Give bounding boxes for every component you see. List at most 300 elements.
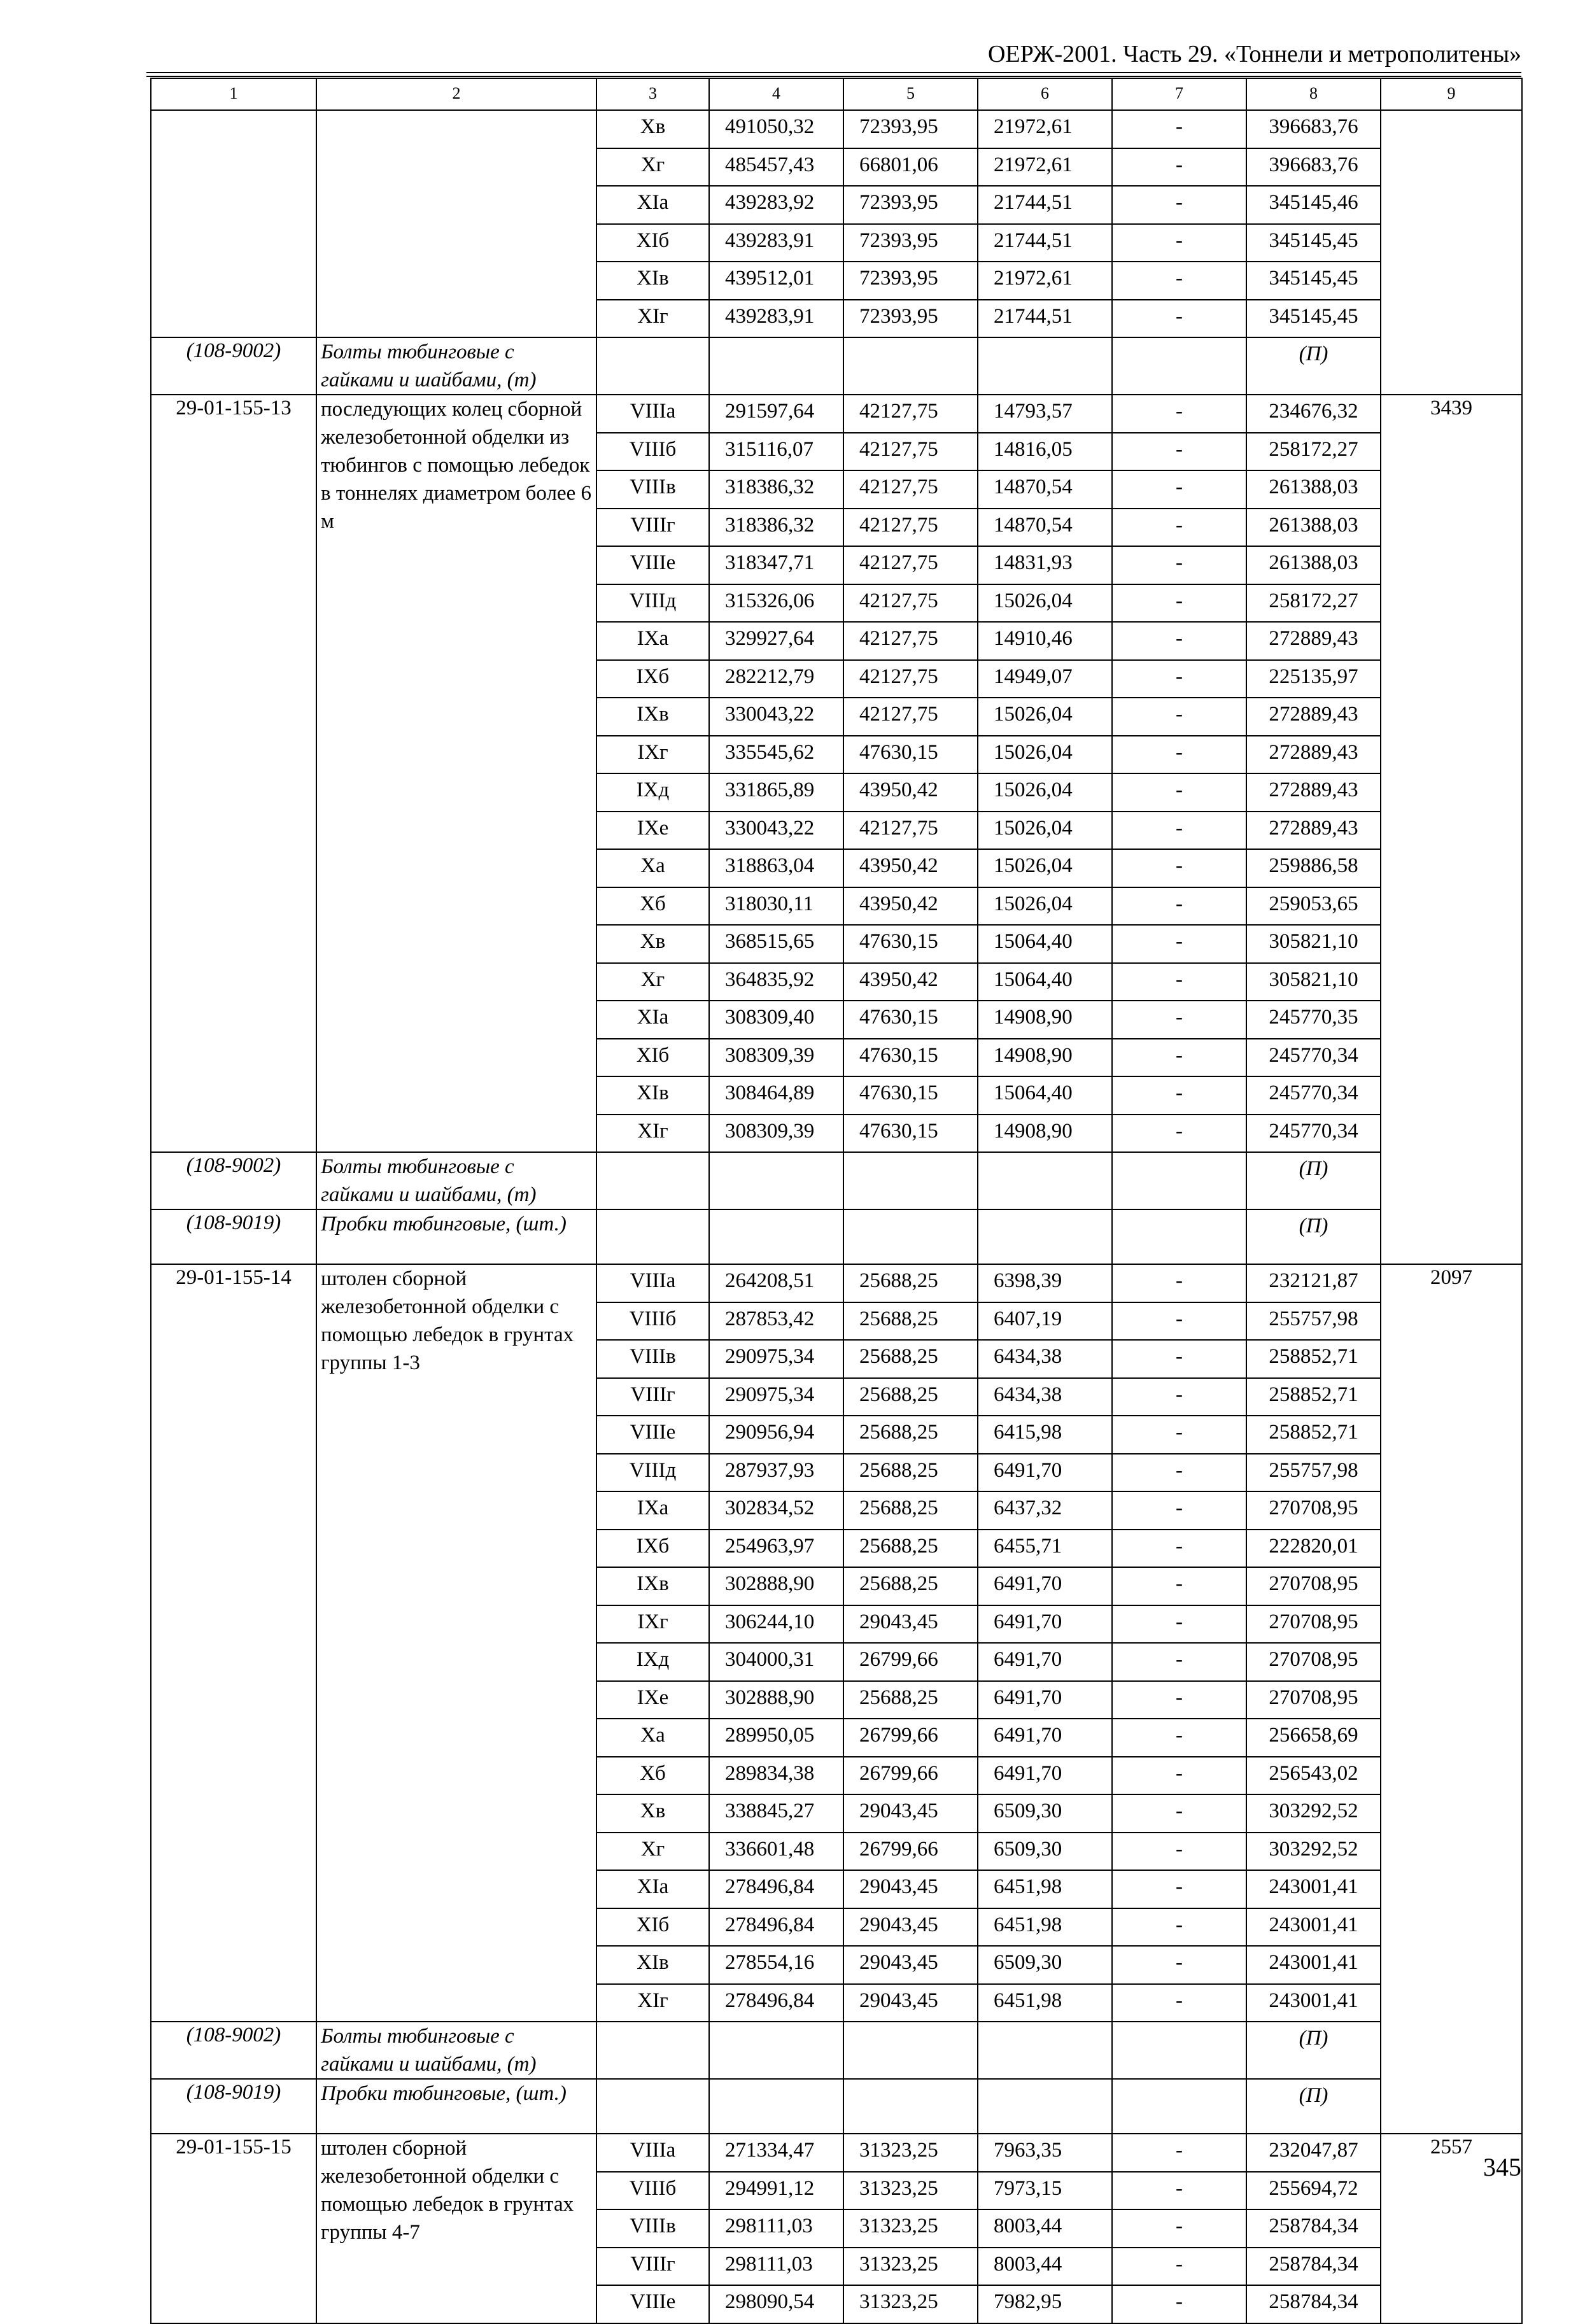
empty-cell <box>978 1152 1112 1209</box>
materials-cost: - <box>1112 1870 1246 1908</box>
labor-cost: 25688,25 <box>843 1416 978 1454</box>
soil-category: VIIIа <box>596 395 709 433</box>
soil-category: VIIIб <box>596 433 709 471</box>
table-row <box>151 2134 1522 2172</box>
labor-cost: 25688,25 <box>843 1302 978 1341</box>
direct-cost: 254963,97 <box>709 1530 843 1568</box>
soil-category: XIв <box>596 1076 709 1115</box>
material-value: (П) <box>1246 2022 1381 2079</box>
item-description: штолен сборной железобетонной обделки с помощью лебедок в грунтах группы 1-3 <box>316 1264 596 2022</box>
total-cost: 270708,95 <box>1246 1491 1381 1530</box>
machine-cost: 6434,38 <box>978 1340 1112 1378</box>
total-cost: 270708,95 <box>1246 1681 1381 1719</box>
empty-cell <box>843 1152 978 1209</box>
materials-cost: - <box>1112 622 1246 660</box>
direct-cost: 439283,92 <box>709 186 843 224</box>
materials-cost: - <box>1112 2209 1246 2248</box>
labor-cost: 43950,42 <box>843 887 978 926</box>
item-description: последующих колец сборной железобетонной обделки из тюбингов с помощью лебедок в тоннелях диаметром более 6 м <box>316 395 596 1152</box>
materials-cost: - <box>1112 2172 1246 2210</box>
machine-cost: 6434,38 <box>978 1378 1112 1416</box>
machine-cost: 6451,98 <box>978 1870 1112 1908</box>
direct-cost: 318863,04 <box>709 849 843 887</box>
total-cost: 232121,87 <box>1246 1264 1381 1302</box>
material-code: (108-9002) <box>151 337 316 395</box>
labor-cost: 47630,15 <box>843 736 978 774</box>
materials-cost: - <box>1112 1946 1246 1984</box>
empty-cell <box>596 337 709 395</box>
machine-cost: 6415,98 <box>978 1416 1112 1454</box>
labor-cost: 47630,15 <box>843 1001 978 1039</box>
labor-cost: 25688,25 <box>843 1340 978 1378</box>
column-header: 4 <box>709 78 843 110</box>
soil-category: Xа <box>596 849 709 887</box>
labor-cost: 31323,25 <box>843 2209 978 2248</box>
empty-cell <box>596 2079 709 2134</box>
machine-cost: 14816,05 <box>978 433 1112 471</box>
total-cost: 396683,76 <box>1246 110 1381 148</box>
labor-cost: 29043,45 <box>843 1605 978 1644</box>
direct-cost: 278496,84 <box>709 1870 843 1908</box>
material-value: (П) <box>1246 1209 1381 1264</box>
total-cost: 272889,43 <box>1246 736 1381 774</box>
table-row <box>151 110 1522 148</box>
labor-cost: 29043,45 <box>843 1946 978 1984</box>
labor-cost: 25688,25 <box>843 1681 978 1719</box>
materials-cost: - <box>1112 698 1246 736</box>
machine-cost: 6451,98 <box>978 1908 1112 1947</box>
materials-cost: - <box>1112 1302 1246 1341</box>
direct-cost: 330043,22 <box>709 812 843 850</box>
materials-cost: - <box>1112 224 1246 262</box>
materials-cost: - <box>1112 1605 1246 1644</box>
materials-cost: - <box>1112 1491 1246 1530</box>
machine-cost: 7973,15 <box>978 2172 1112 2210</box>
soil-category: VIIIв <box>596 1340 709 1378</box>
machine-cost: 6398,39 <box>978 1264 1112 1302</box>
machine-cost: 14908,90 <box>978 1115 1112 1153</box>
direct-cost: 289950,05 <box>709 1719 843 1757</box>
total-cost: 261388,03 <box>1246 509 1381 547</box>
materials-cost: - <box>1112 773 1246 812</box>
direct-cost: 308309,39 <box>709 1039 843 1077</box>
direct-cost: 439283,91 <box>709 300 843 338</box>
machine-cost: 6491,70 <box>978 1719 1112 1757</box>
soil-category: VIIIд <box>596 584 709 623</box>
soil-category: XIб <box>596 1908 709 1947</box>
soil-category: XIв <box>596 262 709 300</box>
direct-cost: 298111,03 <box>709 2209 843 2248</box>
soil-category: VIIIв <box>596 2209 709 2248</box>
labor-cost: 25688,25 <box>843 1264 978 1302</box>
machine-cost: 15064,40 <box>978 1076 1112 1115</box>
labor-hours: 2557 <box>1381 2134 1522 2323</box>
column-header: 3 <box>596 78 709 110</box>
materials-cost: - <box>1112 110 1246 148</box>
direct-cost: 302834,52 <box>709 1491 843 1530</box>
materials-cost: - <box>1112 300 1246 338</box>
soil-category: VIIIе <box>596 546 709 584</box>
material-name: Пробки тюбинговые, (шт.) <box>316 1209 596 1264</box>
table-row <box>151 395 1522 433</box>
soil-category: Xг <box>596 963 709 1001</box>
material-name: Болты тюбинговые с гайками и шайбами, (т) <box>316 2022 596 2079</box>
materials-cost: - <box>1112 849 1246 887</box>
soil-category: XIа <box>596 186 709 224</box>
machine-cost: 14949,07 <box>978 660 1112 698</box>
machine-cost: 15026,04 <box>978 849 1112 887</box>
labor-hours: 3439 <box>1381 395 1522 1264</box>
soil-category: Xб <box>596 887 709 926</box>
labor-cost: 29043,45 <box>843 1984 978 2022</box>
materials-cost: - <box>1112 963 1246 1001</box>
header-rule <box>146 72 1521 73</box>
labor-cost: 47630,15 <box>843 925 978 963</box>
labor-cost: 31323,25 <box>843 2134 978 2172</box>
empty-cell <box>1112 1152 1246 1209</box>
empty-cell <box>843 1209 978 1264</box>
material-row <box>151 1209 1522 1264</box>
soil-category: IXе <box>596 1681 709 1719</box>
labor-cost: 42127,75 <box>843 812 978 850</box>
machine-cost: 14908,90 <box>978 1039 1112 1077</box>
total-cost: 345145,46 <box>1246 186 1381 224</box>
labor-hours: 2097 <box>1381 1264 1522 2134</box>
empty-cell <box>1112 2079 1246 2134</box>
empty-cell <box>596 1152 709 1209</box>
machine-cost: 21744,51 <box>978 186 1112 224</box>
materials-cost: - <box>1112 1530 1246 1568</box>
machine-cost: 15026,04 <box>978 698 1112 736</box>
empty-cell <box>709 2022 843 2079</box>
machine-cost: 14910,46 <box>978 622 1112 660</box>
empty-cell <box>978 2022 1112 2079</box>
materials-cost: - <box>1112 1264 1246 1302</box>
labor-cost: 72393,95 <box>843 300 978 338</box>
direct-cost: 331865,89 <box>709 773 843 812</box>
total-cost: 245770,34 <box>1246 1115 1381 1153</box>
direct-cost: 304000,31 <box>709 1643 843 1681</box>
materials-cost: - <box>1112 660 1246 698</box>
direct-cost: 291597,64 <box>709 395 843 433</box>
soil-category: IXд <box>596 773 709 812</box>
column-header: 7 <box>1112 78 1246 110</box>
rates-table <box>150 78 1523 2324</box>
materials-cost: - <box>1112 736 1246 774</box>
empty-cell <box>709 2079 843 2134</box>
material-row <box>151 1152 1522 1209</box>
total-cost: 345145,45 <box>1246 262 1381 300</box>
soil-category: Xв <box>596 110 709 148</box>
labor-hours <box>1381 110 1522 395</box>
soil-category: XIв <box>596 1946 709 1984</box>
total-cost: 270708,95 <box>1246 1567 1381 1605</box>
empty-cell <box>1112 2022 1246 2079</box>
item-description: штолен сборной железобетонной обделки с помощью лебедок в грунтах группы 4-7 <box>316 2134 596 2323</box>
material-name: Болты тюбинговые с гайками и шайбами, (т) <box>316 1152 596 1209</box>
direct-cost: 308309,40 <box>709 1001 843 1039</box>
labor-cost: 31323,25 <box>843 2172 978 2210</box>
material-name: Болты тюбинговые с гайками и шайбами, (т) <box>316 337 596 395</box>
direct-cost: 491050,32 <box>709 110 843 148</box>
materials-cost: - <box>1112 1567 1246 1605</box>
soil-category: Xб <box>596 1757 709 1795</box>
labor-cost: 47630,15 <box>843 1115 978 1153</box>
total-cost: 258784,34 <box>1246 2285 1381 2323</box>
materials-cost: - <box>1112 2134 1246 2172</box>
materials-cost: - <box>1112 186 1246 224</box>
direct-cost: 335545,62 <box>709 736 843 774</box>
machine-cost: 21744,51 <box>978 300 1112 338</box>
material-code: (108-9019) <box>151 1209 316 1264</box>
total-cost: 259053,65 <box>1246 887 1381 926</box>
direct-cost: 330043,22 <box>709 698 843 736</box>
materials-cost: - <box>1112 1643 1246 1681</box>
machine-cost: 7963,35 <box>978 2134 1112 2172</box>
materials-cost: - <box>1112 395 1246 433</box>
materials-cost: - <box>1112 1757 1246 1795</box>
soil-category: IXе <box>596 812 709 850</box>
direct-cost: 439512,01 <box>709 262 843 300</box>
direct-cost: 318030,11 <box>709 887 843 926</box>
total-cost: 256543,02 <box>1246 1757 1381 1795</box>
total-cost: 243001,41 <box>1246 1946 1381 1984</box>
machine-cost: 6509,30 <box>978 1794 1112 1833</box>
empty-cell <box>843 2079 978 2134</box>
materials-cost: - <box>1112 1115 1246 1153</box>
empty-cell <box>1112 337 1246 395</box>
machine-cost: 15026,04 <box>978 584 1112 623</box>
soil-category: VIIIб <box>596 1302 709 1341</box>
material-row <box>151 2022 1522 2079</box>
empty-cell <box>978 1209 1112 1264</box>
direct-cost: 271334,47 <box>709 2134 843 2172</box>
labor-cost: 43950,42 <box>843 963 978 1001</box>
total-cost: 256658,69 <box>1246 1719 1381 1757</box>
machine-cost: 8003,44 <box>978 2209 1112 2248</box>
item-code: 29-01-155-13 <box>151 395 316 1152</box>
empty-cell <box>843 337 978 395</box>
total-cost: 255694,72 <box>1246 2172 1381 2210</box>
total-cost: 258172,27 <box>1246 433 1381 471</box>
total-cost: 258172,27 <box>1246 584 1381 623</box>
soil-category: Xа <box>596 1719 709 1757</box>
page-header: ОЕРЖ-2001. Часть 29. «Тоннели и метрополитены» <box>987 41 1521 67</box>
empty-cell <box>709 1209 843 1264</box>
direct-cost: 287937,93 <box>709 1454 843 1492</box>
soil-category: IXв <box>596 1567 709 1605</box>
column-header: 9 <box>1381 78 1522 110</box>
soil-category: VIIIа <box>596 1264 709 1302</box>
direct-cost: 290956,94 <box>709 1416 843 1454</box>
total-cost: 396683,76 <box>1246 148 1381 187</box>
total-cost: 270708,95 <box>1246 1605 1381 1644</box>
total-cost: 245770,35 <box>1246 1001 1381 1039</box>
materials-cost: - <box>1112 2248 1246 2286</box>
soil-category: VIIIб <box>596 2172 709 2210</box>
direct-cost: 439283,91 <box>709 224 843 262</box>
material-code: (108-9002) <box>151 2022 316 2079</box>
total-cost: 272889,43 <box>1246 622 1381 660</box>
empty-cell <box>709 1152 843 1209</box>
direct-cost: 289834,38 <box>709 1757 843 1795</box>
materials-cost: - <box>1112 1454 1246 1492</box>
machine-cost: 6491,70 <box>978 1643 1112 1681</box>
item-code <box>151 110 316 337</box>
soil-category: XIа <box>596 1870 709 1908</box>
total-cost: 345145,45 <box>1246 300 1381 338</box>
direct-cost: 368515,65 <box>709 925 843 963</box>
machine-cost: 6491,70 <box>978 1605 1112 1644</box>
total-cost: 305821,10 <box>1246 963 1381 1001</box>
labor-cost: 42127,75 <box>843 470 978 509</box>
total-cost: 225135,97 <box>1246 660 1381 698</box>
soil-category: IXб <box>596 660 709 698</box>
empty-cell <box>596 1209 709 1264</box>
material-row <box>151 337 1522 395</box>
total-cost: 243001,41 <box>1246 1908 1381 1947</box>
materials-cost: - <box>1112 1794 1246 1833</box>
labor-cost: 66801,06 <box>843 148 978 187</box>
labor-cost: 42127,75 <box>843 698 978 736</box>
labor-cost: 25688,25 <box>843 1378 978 1416</box>
soil-category: IXд <box>596 1643 709 1681</box>
direct-cost: 329927,64 <box>709 622 843 660</box>
soil-category: XIб <box>596 224 709 262</box>
materials-cost: - <box>1112 1833 1246 1871</box>
total-cost: 303292,52 <box>1246 1794 1381 1833</box>
materials-cost: - <box>1112 1416 1246 1454</box>
direct-cost: 364835,92 <box>709 963 843 1001</box>
empty-cell <box>709 337 843 395</box>
materials-cost: - <box>1112 584 1246 623</box>
machine-cost: 6491,70 <box>978 1757 1112 1795</box>
soil-category: Xв <box>596 1794 709 1833</box>
material-row <box>151 2079 1522 2134</box>
soil-category: XIг <box>596 1115 709 1153</box>
direct-cost: 315116,07 <box>709 433 843 471</box>
labor-cost: 29043,45 <box>843 1870 978 1908</box>
material-code: (108-9019) <box>151 2079 316 2134</box>
soil-category: Xв <box>596 925 709 963</box>
materials-cost: - <box>1112 148 1246 187</box>
total-cost: 272889,43 <box>1246 812 1381 850</box>
material-value: (П) <box>1246 1152 1381 1209</box>
labor-cost: 47630,15 <box>843 1076 978 1115</box>
soil-category: VIIIе <box>596 1416 709 1454</box>
soil-category: XIг <box>596 1984 709 2022</box>
empty-cell <box>1112 1209 1246 1264</box>
total-cost: 303292,52 <box>1246 1833 1381 1871</box>
soil-category: IXг <box>596 736 709 774</box>
total-cost: 245770,34 <box>1246 1076 1381 1115</box>
materials-cost: - <box>1112 1076 1246 1115</box>
empty-cell <box>978 337 1112 395</box>
materials-cost: - <box>1112 1039 1246 1077</box>
total-cost: 272889,43 <box>1246 698 1381 736</box>
labor-cost: 42127,75 <box>843 622 978 660</box>
machine-cost: 14870,54 <box>978 470 1112 509</box>
labor-cost: 72393,95 <box>843 186 978 224</box>
machine-cost: 6491,70 <box>978 1454 1112 1492</box>
materials-cost: - <box>1112 262 1246 300</box>
total-cost: 305821,10 <box>1246 925 1381 963</box>
machine-cost: 21744,51 <box>978 224 1112 262</box>
total-cost: 258852,71 <box>1246 1378 1381 1416</box>
soil-category: IXв <box>596 698 709 736</box>
soil-category: VIIIг <box>596 509 709 547</box>
labor-cost: 42127,75 <box>843 395 978 433</box>
machine-cost: 6451,98 <box>978 1984 1112 2022</box>
labor-cost: 42127,75 <box>843 584 978 623</box>
total-cost: 345145,45 <box>1246 224 1381 262</box>
labor-cost: 25688,25 <box>843 1530 978 1568</box>
machine-cost: 14870,54 <box>978 509 1112 547</box>
machine-cost: 8003,44 <box>978 2248 1112 2286</box>
direct-cost: 302888,90 <box>709 1681 843 1719</box>
soil-category: XIа <box>596 1001 709 1039</box>
machine-cost: 6509,30 <box>978 1833 1112 1871</box>
total-cost: 243001,41 <box>1246 1870 1381 1908</box>
labor-cost: 25688,25 <box>843 1567 978 1605</box>
total-cost: 255757,98 <box>1246 1302 1381 1341</box>
soil-category: IXа <box>596 622 709 660</box>
materials-cost: - <box>1112 509 1246 547</box>
machine-cost: 6491,70 <box>978 1567 1112 1605</box>
materials-cost: - <box>1112 470 1246 509</box>
total-cost: 272889,43 <box>1246 773 1381 812</box>
labor-cost: 43950,42 <box>843 849 978 887</box>
labor-cost: 26799,66 <box>843 1719 978 1757</box>
item-code: 29-01-155-14 <box>151 1264 316 2022</box>
materials-cost: - <box>1112 1340 1246 1378</box>
labor-cost: 25688,25 <box>843 1491 978 1530</box>
direct-cost: 264208,51 <box>709 1264 843 1302</box>
total-cost: 258784,34 <box>1246 2248 1381 2286</box>
labor-cost: 25688,25 <box>843 1454 978 1492</box>
labor-cost: 42127,75 <box>843 433 978 471</box>
direct-cost: 318386,32 <box>709 509 843 547</box>
materials-cost: - <box>1112 1681 1246 1719</box>
soil-category: Xг <box>596 148 709 187</box>
soil-category: VIIIв <box>596 470 709 509</box>
direct-cost: 315326,06 <box>709 584 843 623</box>
machine-cost: 6407,19 <box>978 1302 1112 1341</box>
table-row <box>151 1264 1522 1302</box>
direct-cost: 278554,16 <box>709 1946 843 1984</box>
materials-cost: - <box>1112 887 1246 926</box>
direct-cost: 318386,32 <box>709 470 843 509</box>
machine-cost: 15064,40 <box>978 963 1112 1001</box>
total-cost: 232047,87 <box>1246 2134 1381 2172</box>
direct-cost: 278496,84 <box>709 1908 843 1947</box>
column-header: 8 <box>1246 78 1381 110</box>
direct-cost: 287853,42 <box>709 1302 843 1341</box>
labor-cost: 42127,75 <box>843 660 978 698</box>
total-cost: 258784,34 <box>1246 2209 1381 2248</box>
column-header: 5 <box>843 78 978 110</box>
soil-category: XIг <box>596 300 709 338</box>
soil-category: XIб <box>596 1039 709 1077</box>
direct-cost: 306244,10 <box>709 1605 843 1644</box>
soil-category: VIIIг <box>596 1378 709 1416</box>
labor-cost: 72393,95 <box>843 262 978 300</box>
total-cost: 245770,34 <box>1246 1039 1381 1077</box>
total-cost: 222820,01 <box>1246 1530 1381 1568</box>
soil-category: VIIIе <box>596 2285 709 2323</box>
material-code: (108-9002) <box>151 1152 316 1209</box>
machine-cost: 6491,70 <box>978 1681 1112 1719</box>
